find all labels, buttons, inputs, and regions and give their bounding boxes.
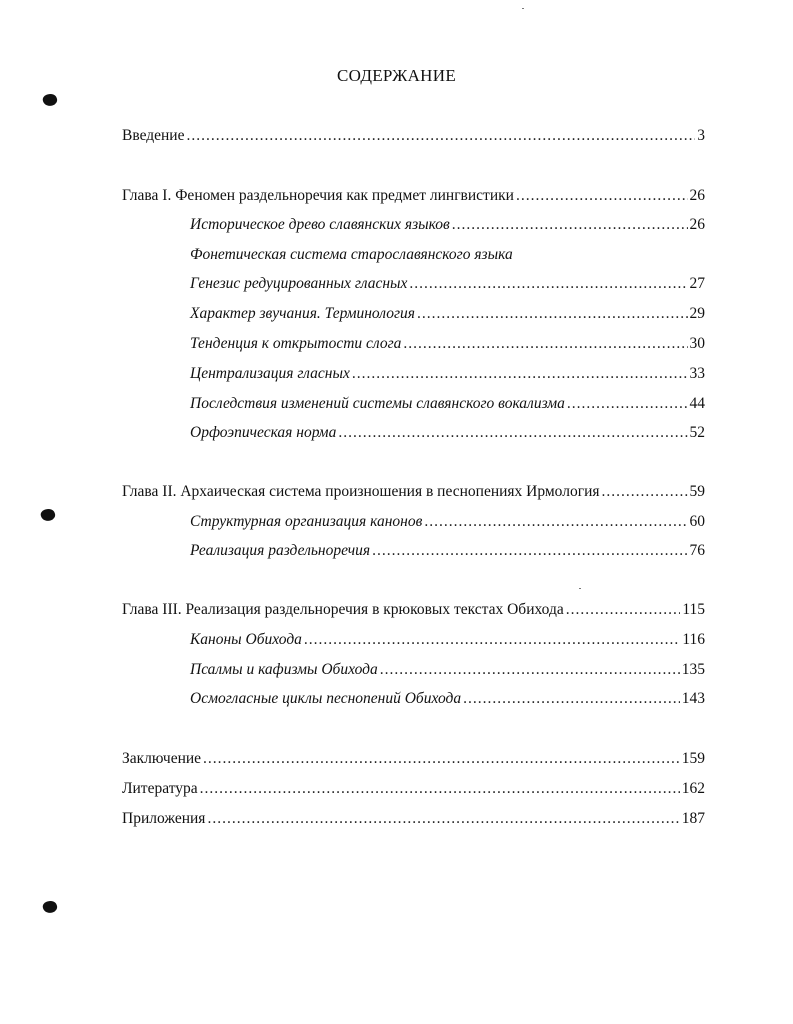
dot-leader [566,599,681,621]
scan-hole-mark-icon [41,899,58,915]
scan-hole-mark-icon [41,92,58,108]
toc-entry-section[interactable] [190,333,705,355]
toc-entry-label: Глава III. Реализация раздельноречия в крюковых текстах Обихода [122,601,564,618]
dot-leader [602,481,688,503]
toc-entry-section[interactable] [190,688,705,710]
toc-entry-page: 52 [689,424,705,441]
toc-entry-page: 76 [689,542,705,559]
toc-entry-page: 187 [681,810,705,827]
dot-leader [372,540,687,562]
toc-entry-label: Реализация раздельноречия [190,542,371,559]
scan-speck [579,588,581,589]
toc-entry-section[interactable] [190,214,705,236]
dot-leader [424,511,687,533]
toc-entry-page: 27 [689,275,705,292]
toc-entry-section[interactable] [190,511,705,533]
dot-leader [200,778,680,800]
page-title: СОДЕРЖАНИЕ [336,66,457,85]
dot-leader [304,629,680,651]
toc-entry-page: 33 [689,365,705,382]
toc-entry-label: Характер звучания. Терминология [190,305,415,322]
toc-entry-label: Централизация гласных [190,365,350,382]
toc-entry-chapter-3[interactable] [122,599,705,621]
toc-entry-page: 115 [682,601,705,618]
toc-entry-section[interactable] [190,629,705,651]
toc-entry-page: 59 [689,483,705,500]
toc-entry-page: 159 [681,750,705,767]
dot-leader [452,214,688,236]
toc-entry-page: 26 [689,216,705,233]
toc-entry-label: Глава I. Феномен раздельноречия как предмет лингвистики [122,187,514,204]
toc-entry-section[interactable] [190,540,705,562]
dot-leader [207,808,679,830]
toc-entry-label: Орфоэпическая норма [190,424,337,441]
toc-entry-label: Псалмы и кафизмы Обихода [190,661,378,678]
dot-leader [409,273,687,295]
toc-entry-appendices[interactable] [122,808,705,830]
toc-entry-label: Генезис редуцированных гласных [190,275,408,292]
toc-entry-label: Каноны Обихода [190,631,302,648]
toc-entry-page: 26 [689,187,705,204]
toc-entry-label: Осмогласные циклы песнопений Обихода [190,690,462,707]
dot-leader [380,659,680,681]
dot-leader [567,393,688,415]
toc-entry-label: Глава II. Архаическая система произношения в песнопениях Ирмология [122,483,600,500]
toc-entry-section[interactable] [190,303,705,325]
toc-entry-page: 30 [689,335,705,352]
toc-entry-page: 29 [689,305,705,322]
toc-entry-introduction[interactable] [122,125,705,147]
toc-entry-chapter-1[interactable] [122,185,705,207]
dot-leader [463,688,680,710]
toc-entry-page: 3 [697,127,705,144]
toc-entry-label: Фонетическая система старославянского языка [190,246,513,263]
toc-entry-label: Приложения [122,810,206,827]
toc-entry-page: 143 [681,690,705,707]
toc-entry-section[interactable] [190,363,705,385]
dot-leader [203,748,680,770]
toc-entry-section[interactable] [190,273,705,295]
toc-entry-section[interactable] [190,393,705,415]
toc-entry-page: 60 [689,513,705,530]
toc-entry-page: 116 [682,631,705,648]
toc-entry-conclusion[interactable] [122,748,705,770]
toc-entry-section[interactable] [190,422,705,444]
dot-leader [338,422,687,444]
dot-leader [186,125,695,147]
toc-entry-page: 44 [689,395,705,412]
dot-leader [417,303,688,325]
dot-leader [403,333,687,355]
toc-entry-label: Заключение [122,750,202,767]
toc-entry-label: Введение [122,127,185,144]
scan-speck [522,8,524,9]
toc-entry-literature[interactable] [122,778,705,800]
toc-entry-page: 162 [681,780,705,797]
toc-entry-label: Структурная организация канонов [190,513,423,530]
scan-hole-mark-icon [39,507,56,523]
toc-entry-label: Последствия изменений системы славянского вокализма [190,395,565,412]
dot-leader [516,185,688,207]
toc-entry-chapter-2[interactable] [122,481,705,503]
toc-entry-section-heading[interactable] [190,244,705,266]
toc-entry-label: Литература [122,780,198,797]
toc-entry-page: 135 [681,661,705,678]
toc-entry-label: Историческое древо славянских языков [190,216,450,233]
toc-entry-section[interactable] [190,659,705,681]
dot-leader [352,363,688,385]
toc-entry-label: Тенденция к открытости слога [190,335,402,352]
